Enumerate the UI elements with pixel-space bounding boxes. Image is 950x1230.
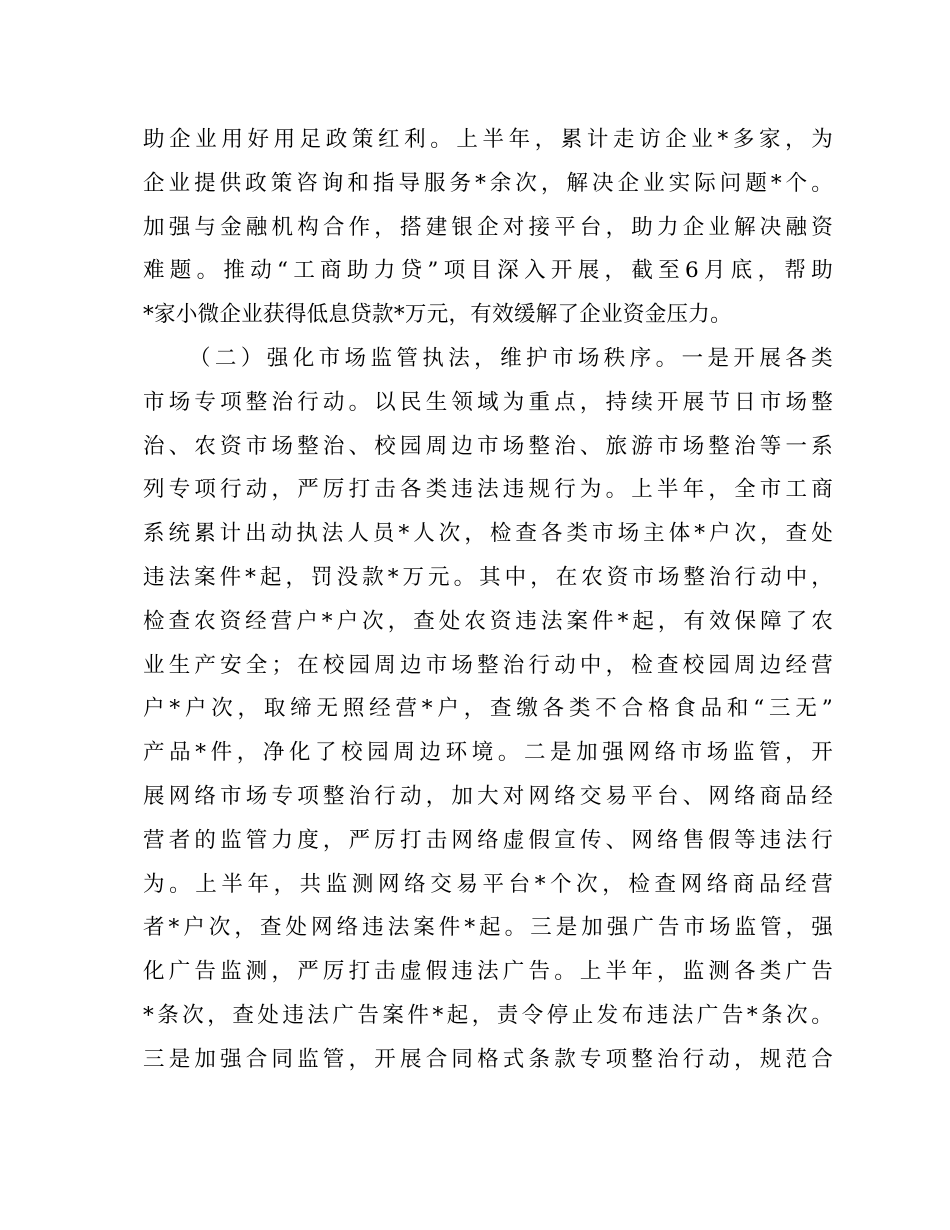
text-line: 业生产安全；在校园周边市场整治行动中，检查校园周边经营 [143,652,833,678]
section-heading-line: （二）强化市场监管执法，维护市场秩序。一是开展各类 [189,345,833,371]
text-line: 化广告监测，严厉打击虚假违法广告。上半年，监测各类广告 [143,959,833,985]
text-line: 三是加强合同监管，开展合同格式条款专项整治行动，规范合 [143,1046,833,1072]
text-line: 加强与金融机构合作，搭建银企对接平台，助力企业解决融资 [143,214,833,240]
text-line: 助企业用好用足政策红利。上半年，累计走访企业*多家，为 [143,127,833,152]
text-line: 市场专项整治行动。以民生领域为重点，持续开展节日市场整 [143,389,833,415]
text-line: 户*户次，取缔无照经营*户，查缴各类不合格食品和“三无” [143,696,833,722]
text-line: 检查农资经营户*户次，查处农资违法案件*起，有效保障了农 [143,608,833,634]
text-line: 为。上半年，共监测网络交易平台*个次，检查网络商品经营 [143,871,833,897]
text-line: 营者的监管力度，严厉打击网络虚假宣传、网络售假等违法行 [143,827,833,853]
text-line: 系统累计出动执法人员*人次，检查各类市场主体*户次，查处 [143,521,833,547]
body-text [143,118,833,1082]
text-line: 者*户次，查处网络违法案件*起。三是加强广告市场监管，强 [143,915,833,941]
text-line: 违法案件*起，罚没款*万元。其中，在农资市场整治行动中， [143,564,833,590]
text-line: *家小微企业获得低息贷款*万元，有效缓解了企业资金压力。 [143,302,732,328]
text-line: *条次，查处违法广告案件*起，责令停止发布违法广告*条次。 [143,1002,833,1028]
text-line: 产品*件，净化了校园周边环境。二是加强网络市场监管，开 [143,740,833,766]
text-line: 难题。推动“工商助力贷”项目深入开展，截至6月底，帮助 [143,258,833,284]
text-line: 列专项行动，严厉打击各类违法违规行为。上半年，全市工商 [143,477,833,503]
text-line: 企业提供政策咨询和指导服务*余次，解决企业实际问题*个。 [143,170,833,196]
text-line: 展网络市场专项整治行动，加大对网络交易平台、网络商品经 [143,783,833,809]
text-line: 治、农资市场整治、校园周边市场整治、旅游市场整治等一系 [143,433,833,459]
